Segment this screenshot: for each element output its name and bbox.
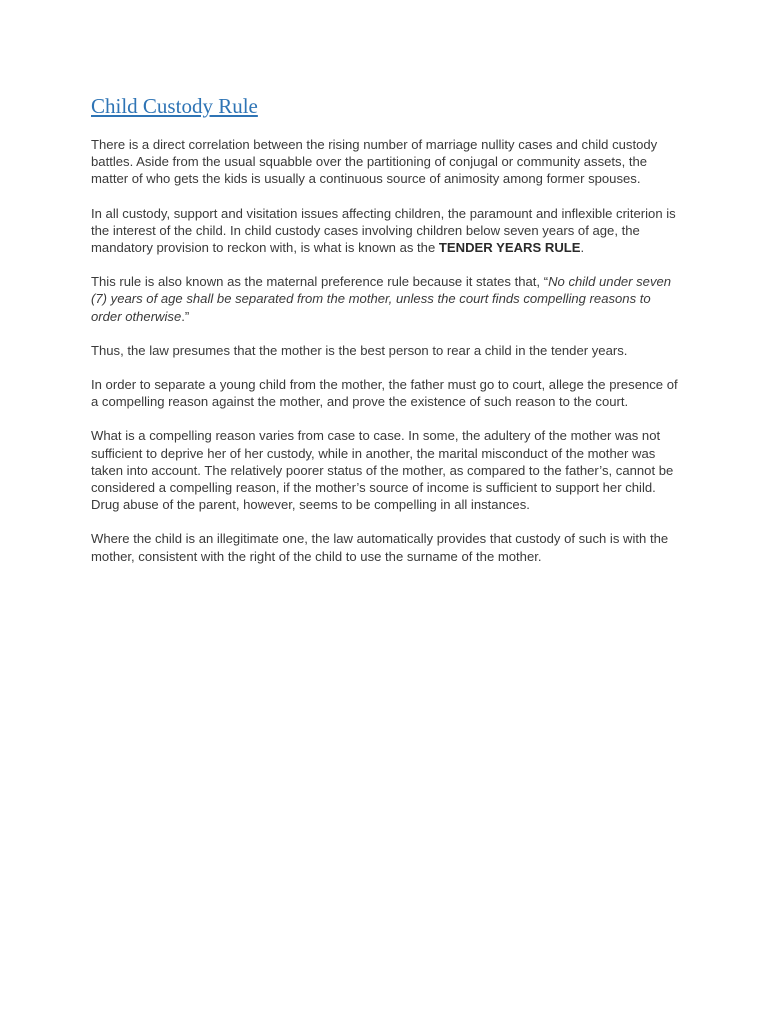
paragraph-intro: There is a direct correlation between the rising number of marriage nullity cases and child custody battles. Aside from the usual squabble over the partitioning of conjugal or community assets, the matter of who gets the kids is usually a continuous source of animosity among former spouses. xyxy=(91,137,658,187)
paragraph-compelling-reason: What is a compelling reason varies from case to case. In some, the adultery of the mother was not sufficient to deprive her of her custody, while in another, the marital misconduct of the mother was taken into account. The relatively poorer status of the mother, as compared to the father’s, cannot be considered a compelling reason, if the mother’s source of income is sufficient to support her child. Drug abuse of the parent, however, seems to be compelling in all instances. xyxy=(91,428,674,513)
paragraph-tender-years-end: . xyxy=(580,240,585,256)
document-page xyxy=(91,92,679,582)
rule-quote-italic: No child under seven (7) years of age shall be separated from the mother, unless the court finds compelling reasons to order otherwise xyxy=(91,274,672,324)
paragraph-illegitimate-child: Where the child is an illegitimate one, the law automatically provides that custody of such is with the mother, consistent with the right of the child to use the surname of the mother. xyxy=(91,531,669,564)
tender-years-rule-bold: TENDER YEARS RULE xyxy=(438,240,581,256)
paragraph-separation: In order to separate a young child from the mother, the father must go to court, allege the presence of a compelling reason against the mother, and prove the existence of such reason to the court. xyxy=(91,377,678,410)
paragraph-tender-years-text: In all custody, support and visitation issues affecting children, the paramount and inflexible criterion is the interest of the child. In child custody cases involving children below seven years of age, the mandatory provision to reckon with, is what is known as the xyxy=(91,205,676,256)
paragraph-tender-years xyxy=(91,205,679,257)
paragraph-presumption: Thus, the law presumes that the mother is the best person to rear a child in the tender years. xyxy=(91,342,628,358)
paragraph-maternal-preference-text: This rule is also known as the maternal preference rule because it states that, “ xyxy=(91,274,549,290)
document-title[interactable]: Child Custody Rule xyxy=(91,94,258,118)
paragraph-maternal-preference-end: .” xyxy=(181,308,190,324)
paragraph-maternal-preference xyxy=(91,273,679,325)
